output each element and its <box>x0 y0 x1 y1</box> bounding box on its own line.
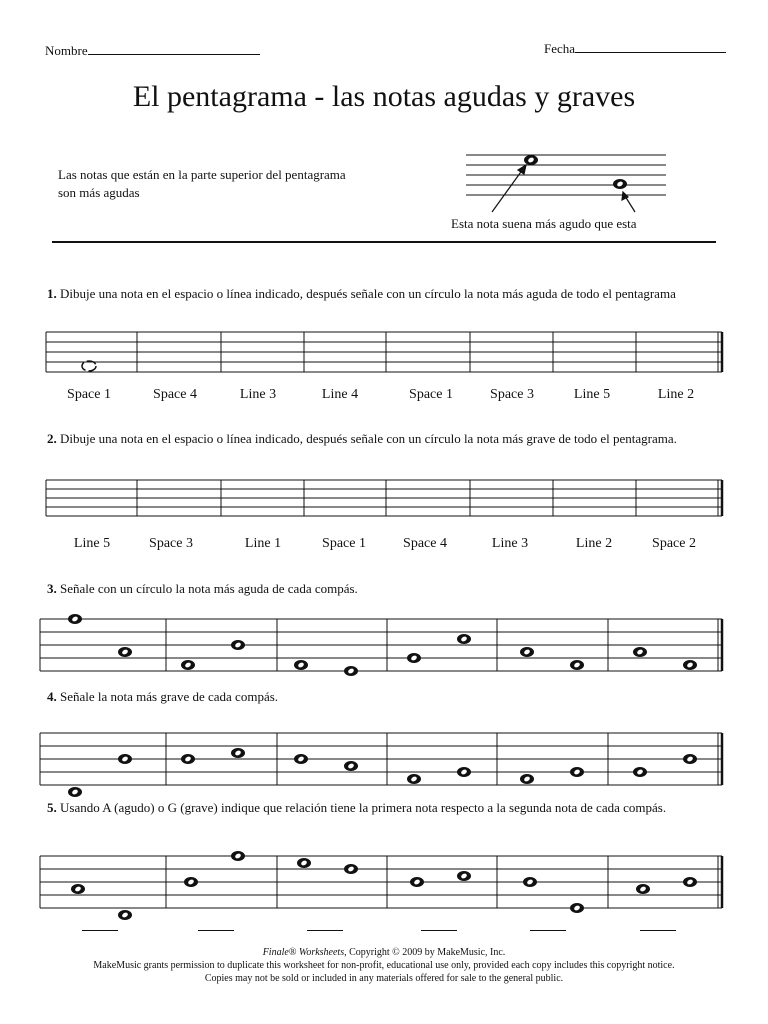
label-measure: Space 3 <box>149 536 193 551</box>
footer-line-3: Copies may not be sold or included in any materials offered for sale to the general public. <box>204 973 564 984</box>
question-number: 4. <box>47 689 57 704</box>
intro-caption: Esta nota suena más agudo que esta <box>451 216 637 231</box>
label-measure: Space 1 <box>409 387 453 402</box>
question-number: 3. <box>47 581 57 596</box>
label-measure: Space 3 <box>490 387 534 402</box>
label-measure: Line 5 <box>73 536 111 551</box>
label-measure: Line 1 <box>244 536 282 551</box>
label-measure: Line 2 <box>657 387 695 402</box>
question-text: Usando A (agudo) o G (grave) indique que relación tiene la primera nota respecto a la segunda nota de cada compás. <box>60 800 667 815</box>
question-text: Dibuje una nota en el espacio o línea indicado, después señale con un círculo la nota más grave de todo el pentagrama. <box>60 431 677 446</box>
question-text: Dibuje una nota en el espacio o línea indicado, después señale con un círculo la nota más aguda de todo el pentagrama <box>60 286 676 301</box>
question-number: 2. <box>47 431 57 446</box>
footer-line-2: MakeMusic grants permission to duplicate this worksheet for non-profit, educational use only, provided each copy includes this copyright notice. <box>93 960 675 971</box>
question-number: 1. <box>47 286 57 301</box>
label-measure: Line 4 <box>321 387 359 402</box>
question-text: Señale la nota más grave de cada compás. <box>60 689 279 704</box>
name-label: Nombre <box>45 43 88 58</box>
label-measure: Line 3 <box>239 387 277 402</box>
label-measure: Space 4 <box>153 387 197 402</box>
question-number: 5. <box>47 800 57 815</box>
label-measure: Line 5 <box>573 387 611 402</box>
label-measure: Space 2 <box>652 536 696 551</box>
intro-text: Las notas que están en la parte superior del pentagrama son más agudas <box>58 167 346 200</box>
page-title: El pentagrama - las notas agudas y graves <box>132 80 636 113</box>
label-measure: Space 1 <box>67 387 111 402</box>
label-measure: Line 3 <box>491 536 529 551</box>
label-measure: Space 1 <box>322 536 366 551</box>
question-text: Señale con un círculo la nota más aguda de cada compás. <box>60 581 358 596</box>
label-measure: Line 2 <box>575 536 613 551</box>
footer <box>0 946 768 985</box>
footer-product: Finale® Worksheets <box>262 947 345 958</box>
label-measure: Space 4 <box>403 536 447 551</box>
date-label: Fecha <box>544 41 576 56</box>
footer-copyright: , Copyright © 2009 by MakeMusic, Inc. <box>344 947 506 958</box>
footer-line-1 <box>0 946 768 959</box>
